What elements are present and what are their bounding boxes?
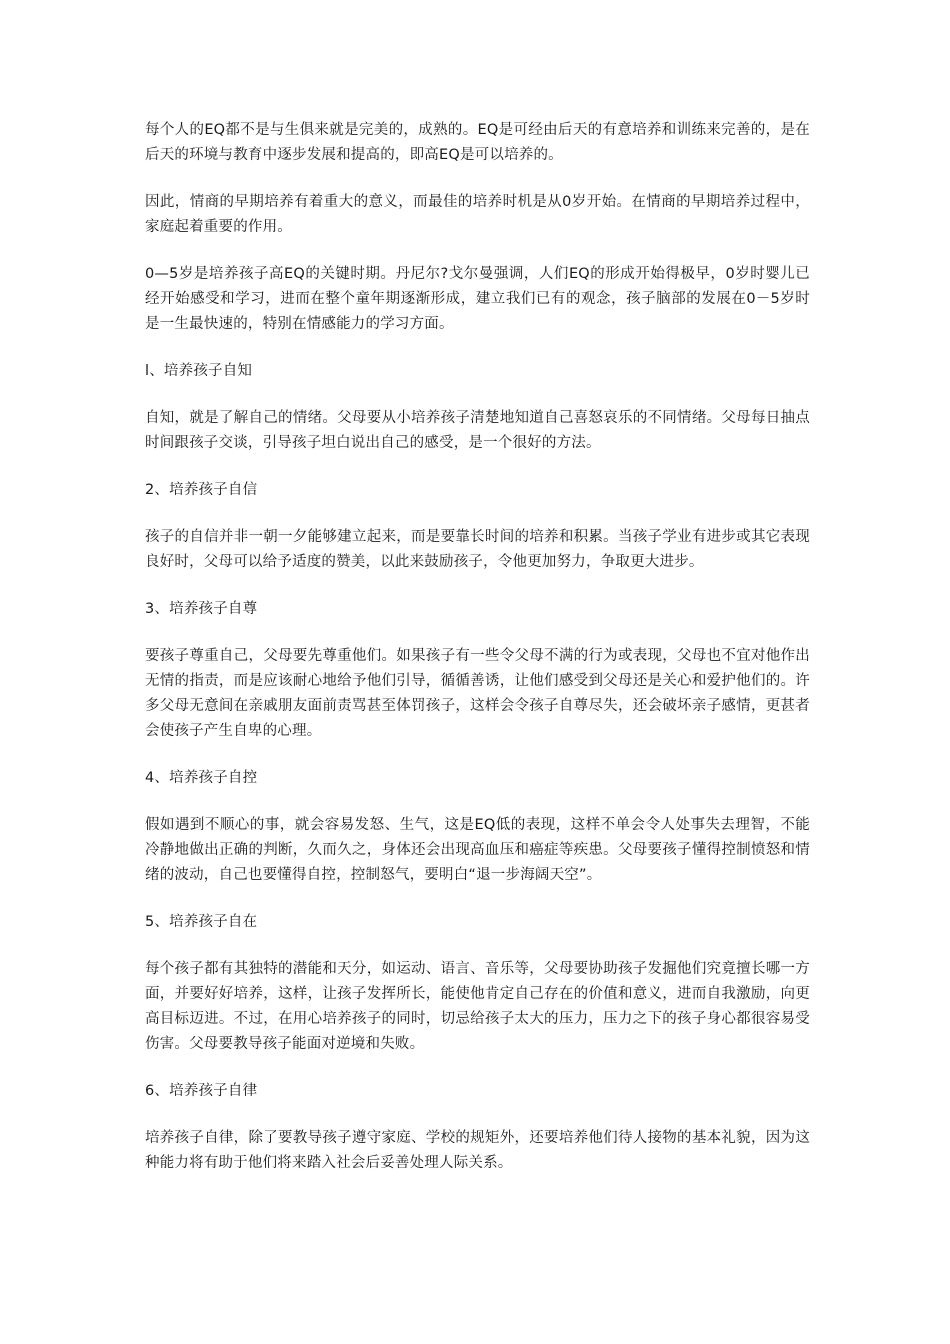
section-text-self-discipline: 培养孩子自律，除了要教导孩子遵守家庭、学校的规矩外，还要培养他们待人接物的基本礼貌，因为这种能力将有助于他们将来踏入社会后妥善处理人际关系。 (145, 1130, 810, 1171)
intro-paragraph-1: 每个人的EQ都不是与生俱来就是完美的，成熟的。EQ是可经由后天的有意培养和训练来完善的，是在后天的环境与教育中逐步发展和提高的，即高EQ是可以培养的。 (145, 122, 810, 163)
section-heading-self-ease: 5、培养孩子自在 (145, 914, 258, 930)
section-text-self-confidence: 孩子的自信并非一朝一夕能够建立起来，而是要靠长时间的培养和积累。当孩子学业有进步或其它表现良好时，父母可以给予适度的赞美，以此来鼓励孩子，令他更加努力，争取更大进步。 (145, 529, 810, 570)
section-text-self-respect: 要孩子尊重自己，父母要先尊重他们。如果孩子有一些令父母不满的行为或表现，父母也不宜对他作出无情的指责，而是应该耐心地给予他们引导，循循善诱，让他们感受到父母还是关心和爱护他们的。许多父母无意间在亲戚朋友面前责骂甚至体罚孩子，这样会令孩子自尊尽失，还会破坏亲子感情，更甚者会使孩子产生自卑的心理。 (145, 648, 810, 739)
section-text-self-awareness: 自知，就是了解自己的情绪。父母要从小培养孩子清楚地知道自己喜怒哀乐的不同情绪。父母每日抽点时间跟孩子交谈，引导孩子坦白说出自己的感受，是一个很好的方法。 (145, 410, 810, 451)
section-heading-self-discipline: 6、培养孩子自律 (145, 1083, 258, 1099)
section-text-self-ease: 每个孩子都有其独特的潜能和天分，如运动、语言、音乐等，父母要协助孩子发掘他们究竟擅长哪一方面，并要好好培养，这样，让孩子发挥所长，能使他肯定自己存在的价值和意义，进而自我激励，向更高目标迈进。不过，在用心培养孩子的同时，切忌给孩子太大的压力，压力之下的孩子身心都很容易受伤害。父母要教导孩子能面对逆境和失败。 (145, 961, 810, 1052)
section-heading-self-awareness: l、培养孩子自知 (145, 363, 253, 379)
section-text-self-control: 假如遇到不顺心的事，就会容易发怒、生气，这是EQ低的表现，这样不单会令人处事失去理智，不能冷静地做出正确的判断，久而久之，身体还会出现高血压和癌症等疾患。父母要孩子懂得控制愤怒和情绪的波动，自己也要懂得自控，控制怒气，要明白“退一步海阔天空”。 (145, 817, 810, 883)
intro-paragraph-3: 0—5岁是培养孩子高EQ的关键时期。丹尼尔?戈尔曼强调，人们EQ的形成开始得极早，0岁时婴儿已经开始感受和学习，进而在整个童年期逐渐形成，建立我们已有的观念，孩子脑部的发展在0－5岁时是一生最快速的，特别在情感能力的学习方面。 (145, 266, 810, 332)
document-page (145, 118, 810, 1198)
section-heading-self-confidence: 2、培养孩子自信 (145, 482, 258, 498)
intro-paragraph-2: 因此，情商的早期培养有着重大的意义，而最佳的培养时机是从0岁开始。在情商的早期培养过程中，家庭起着重要的作用。 (145, 194, 810, 235)
section-heading-self-control: 4、培养孩子自控 (145, 770, 258, 786)
section-heading-self-respect: 3、培养孩子自尊 (145, 601, 258, 617)
